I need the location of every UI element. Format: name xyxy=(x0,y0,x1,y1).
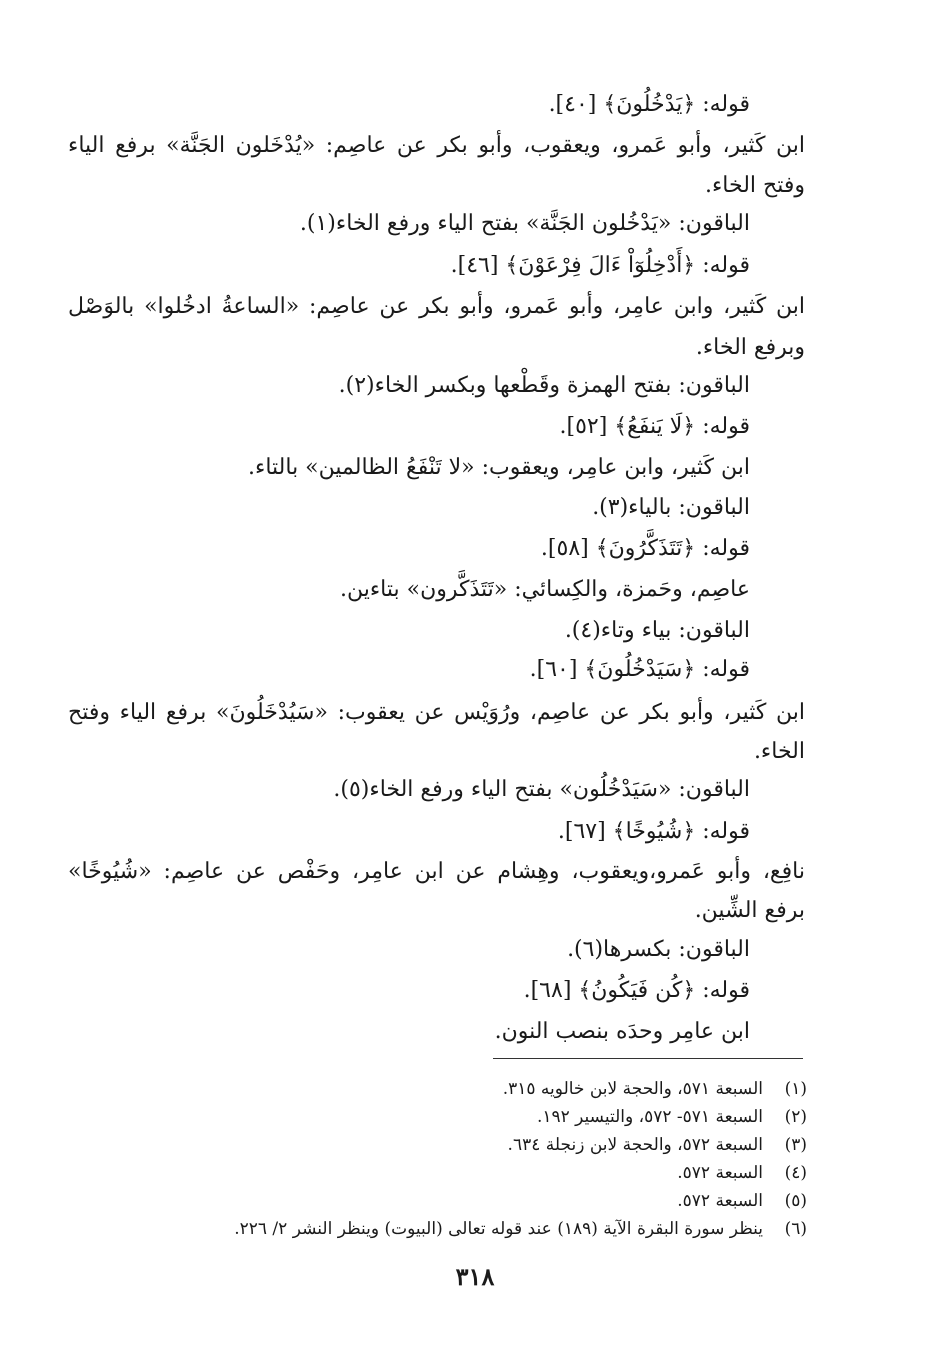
footnote-text: السبعة ٥٧٢. xyxy=(677,1163,763,1183)
reading-text: ابن كَثير، وابن عامِر، وأبو عَمرو، وأبو بكر عن عاصِم: «الساعةُ ادخُلوا» بالوَصْل xyxy=(68,294,805,319)
footnote-text: السبعة ٥٧٢، والحجة لابن زنجلة ٦٣٤. xyxy=(507,1135,763,1155)
footnote-number: (٣) xyxy=(784,1135,807,1155)
reading-text: الخاء. xyxy=(753,739,805,764)
footnote xyxy=(537,1104,807,1130)
verse-heading: قوله: ﴿يَدْخُلُونَ﴾ [٤٠]. xyxy=(548,92,750,117)
footnote-number: (١) xyxy=(784,1079,807,1099)
verse-heading: قوله: ﴿كُن فَيَكُونُ﴾ [٦٨]. xyxy=(523,978,750,1003)
footnote-text: ينظر سورة البقرة الآية (١٨٩) عند قوله تعالى (البيوت) وينظر النشر ٢/ ٢٢٦. xyxy=(234,1219,763,1239)
footnote xyxy=(503,1076,807,1102)
footnote xyxy=(677,1160,807,1186)
footnote-text: السبعة ٥٧١- ٥٧٢، والتيسير ١٩٢. xyxy=(536,1107,763,1127)
verse-heading: قوله: ﴿أَدْخِلُوٓاْ ءَالَ فِرْعَوْنَ﴾ [٤٦]. xyxy=(450,253,750,278)
others-reading: الباقون: بكسرها(٦). xyxy=(567,937,750,962)
footnote xyxy=(677,1188,807,1214)
footnote-number: (٥) xyxy=(784,1191,807,1211)
footnote-number: (٦) xyxy=(784,1219,807,1239)
others-reading: الباقون: بفتح الهمزة وقَطْعها وبكسر الخاء(٢). xyxy=(338,373,750,398)
footnote xyxy=(508,1132,807,1158)
footnote-separator xyxy=(493,1058,803,1059)
page-number: ٣١٨ xyxy=(455,1262,495,1291)
verse-heading: قوله: ﴿شُيُوخًا﴾ [٦٧]. xyxy=(557,819,750,844)
reading-text: برفع الشِّين. xyxy=(694,898,805,923)
footnote xyxy=(234,1216,807,1242)
footnote-text: السبعة ٥٧١، والحجة لابن خالويه ٣١٥. xyxy=(502,1079,763,1099)
others-reading: الباقون: بياء وتاء(٤). xyxy=(564,618,750,643)
verse-heading: قوله: ﴿تَتَذَكَّرُونَ﴾ [٥٨]. xyxy=(540,536,750,561)
footnote-number: (٢) xyxy=(784,1107,807,1127)
reading-text: ابن عامِر وحدَه بنصب النون. xyxy=(494,1019,750,1044)
reading-text: وفتح الخاء. xyxy=(704,173,805,198)
reading-text: نافِع، وأبو عَمرو،ويعقوب، وهِشام عن ابن عامِر، وحَفْص عن عاصِم: «شُيُوخًا» xyxy=(68,859,805,884)
footnote-text: السبعة ٥٧٢. xyxy=(677,1191,763,1211)
others-reading: الباقون: «يَدْخُلون الجَنَّة» بفتح الياء ورفع الخاء(١). xyxy=(299,211,750,236)
verse-heading: قوله: ﴿لَا يَنفَعُ﴾ [٥٢]. xyxy=(559,414,750,439)
others-reading: الباقون: بالياء(٣). xyxy=(592,495,750,520)
others-reading: الباقون: «سَيَدْخُلُون» بفتح الياء ورفع الخاء(٥). xyxy=(333,777,750,802)
reading-text: عاصِم، وحَمزة، والكِسائي: «تَتَذَكَّرون» بتاءين. xyxy=(339,577,750,602)
reading-text: ابن كَثير، وابن عامِر، ويعقوب: «لا تَنْفَعُ الظالمين» بالتاء. xyxy=(247,455,750,480)
reading-text: وبرفع الخاء. xyxy=(695,335,805,360)
verse-heading: قوله: ﴿سَيَدْخُلُونَ﴾ [٦٠]. xyxy=(529,657,750,682)
reading-text: ابن كَثير، وأبو بكر عن عاصِم، ورُوَيْس عن يعقوب: «سَيُدْخَلُونَ» برفع الياء وفتح xyxy=(68,700,805,725)
footnote-number: (٤) xyxy=(784,1163,807,1183)
reading-text: ابن كَثير، وأبو عَمرو، ويعقوب، وأبو بكر عن عاصِم: «يُدْخَلون الجَنَّة» برفع الياء xyxy=(68,133,805,158)
